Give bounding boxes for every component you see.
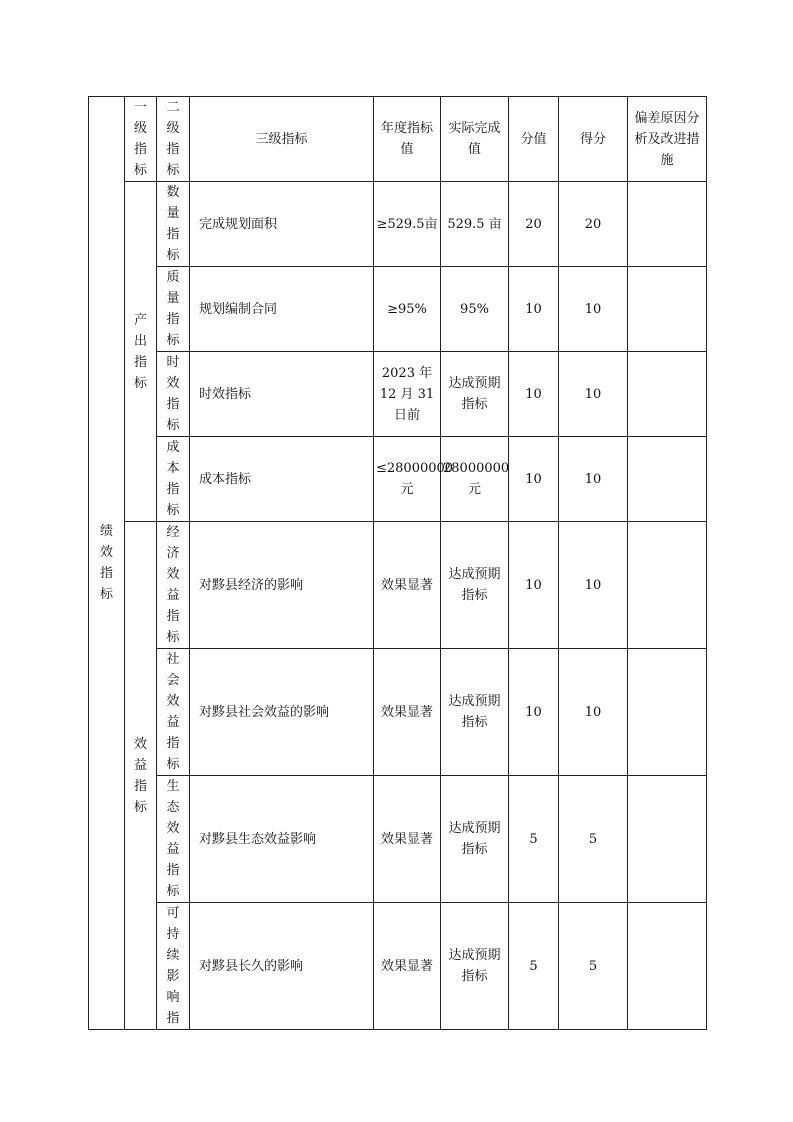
table-row [89,352,707,437]
actual-cell: 达成预期指标 [441,522,509,649]
group-benefit: 效益指标 [125,522,157,1030]
actual-cell: 达成预期指标 [441,649,509,776]
score-cell: 10 [559,352,628,437]
value-cell: 20 [509,182,559,267]
target-cell: 效果显著 [374,522,441,649]
value-cell: 5 [509,903,559,1030]
score-cell: 5 [559,903,628,1030]
level3-cell: 对黟县生态效益影响 [190,776,374,903]
table-row [89,437,707,522]
table-row [89,776,707,903]
table-row [89,267,707,352]
actual-cell: 28000000元 [441,437,509,522]
level1-cell [89,97,125,1030]
header-annual-target: 年度指标值 [374,97,441,182]
score-cell: 10 [559,649,628,776]
note-cell [628,352,707,437]
score-cell: 5 [559,776,628,903]
table-row [89,903,707,1030]
header-actual-value: 实际完成值 [441,97,509,182]
value-cell: 5 [509,776,559,903]
value-cell: 10 [509,649,559,776]
level3-cell: 规划编制合同 [190,267,374,352]
actual-cell: 95% [441,267,509,352]
target-cell: ≥529.5亩 [374,182,441,267]
note-cell [628,649,707,776]
value-cell: 10 [509,352,559,437]
level2-cell: 数量指标 [157,182,190,267]
target-cell: ≤28000000元 [374,437,441,522]
note-cell [628,776,707,903]
level2-cell: 成本指标 [157,437,190,522]
note-cell [628,903,707,1030]
header-level2: 二级指标 [157,97,190,182]
target-cell: 2023 年 12 月 31 日前 [374,352,441,437]
header-level1: 一级指标 [125,97,157,182]
table-row [89,522,707,649]
level2-cell: 社会效益指标 [157,649,190,776]
header-level3: 三级指标 [190,97,374,182]
level1-label: 绩效指标 [99,524,113,602]
actual-cell: 达成预期指标 [441,776,509,903]
header-deviation: 偏差原因分析及改进措施 [628,97,707,182]
level3-cell: 完成规划面积 [190,182,374,267]
note-cell [628,182,707,267]
note-cell [628,267,707,352]
value-cell: 10 [509,437,559,522]
table-row [89,649,707,776]
level3-cell: 成本指标 [190,437,374,522]
performance-indicator-table [88,96,707,1030]
target-cell: ≥95% [374,267,441,352]
table-row [89,182,707,267]
actual-cell: 529.5 亩 [441,182,509,267]
group-output: 产出指标 [125,182,157,522]
target-cell: 效果显著 [374,776,441,903]
score-cell: 10 [559,267,628,352]
level2-cell: 可持续影响指 [157,903,190,1030]
value-cell: 10 [509,522,559,649]
level2-cell: 生态效益指标 [157,776,190,903]
level3-cell: 时效指标 [190,352,374,437]
level2-cell: 时效指标 [157,352,190,437]
header-score-value: 分值 [509,97,559,182]
score-cell: 10 [559,437,628,522]
score-cell: 20 [559,182,628,267]
score-cell: 10 [559,522,628,649]
actual-cell: 达成预期指标 [441,903,509,1030]
value-cell: 10 [509,267,559,352]
header-row [89,97,707,182]
note-cell [628,522,707,649]
target-cell: 效果显著 [374,649,441,776]
level2-cell: 质量指标 [157,267,190,352]
level2-cell: 经济效益指标 [157,522,190,649]
level3-cell: 对黟县长久的影响 [190,903,374,1030]
header-score-got: 得分 [559,97,628,182]
level3-cell: 对黟县社会效益的影响 [190,649,374,776]
note-cell [628,437,707,522]
level3-cell: 对黟县经济的影响 [190,522,374,649]
target-cell: 效果显著 [374,903,441,1030]
actual-cell: 达成预期指标 [441,352,509,437]
